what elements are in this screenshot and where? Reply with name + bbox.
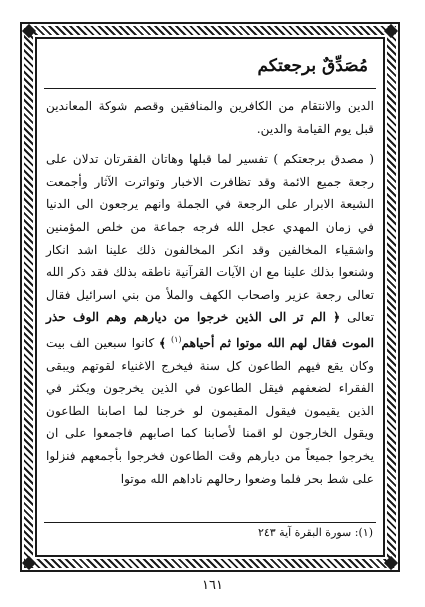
main-paragraph xyxy=(44,148,376,490)
main-text-part2: كانوا سبعين الف بيت وكان يقع فيهم الطاعون كل سنة فيخرج الاغنياء لقوتهم ويبقى الفقراء لضعفهم فيقل الطاعون في الذين يخرجون ويكثر في الذين يقيمون فيقول المقيمون لو خرجنا لما اصابنا الطاعون ويقول الخارجون لو اقمنا لأصابنا كما اصابهم فاجمعوا على ان يخرجوا جميعاً من ديارهم وقت الطاعون فخرجوا بأجمعهم فنزلوا على شط بحر فلما وضعوا رحالهم ناداهم الله موتوا xyxy=(46,336,374,486)
quran-quote: ﴿ الم تر الى الذين خرجوا من ديارهم وهم الوف حذر الموت فقال لهم الله موتوا ثم أحياهم xyxy=(46,310,375,350)
heading-divider xyxy=(44,88,376,89)
page-content xyxy=(44,48,376,548)
footnote-marker[interactable]: (١) xyxy=(170,334,182,344)
quran-quote-close: ﴾ xyxy=(159,336,167,350)
intro-paragraph: الدين والانتقام من الكافرين والمنافقين وقصم شوكة المعاندين قبل يوم القيامة والدين. xyxy=(46,99,374,136)
page-number: ١٦١ xyxy=(202,578,223,593)
main-text-part1: ( مصدق برجعتكم ) تفسير لما قبلها وهاتان الفقرتان تدلان على رجعة جميع الائمة وقد تظافرت الاخبار وتواترت الآثار وأجمعت الشيعة الابرار على الرجعة في الجملة وانهم يرجعون الى الدنيا في زمان المهدي عجل الله فرجه جماعة من خلص المؤمنين واشقياء المخالفين وقد انكر المخالفون ذلك علينا اشد انكار وشنعوا بذلك علينا مع ان الآيات القرآنية ناطقه بذلك فقد ذكر الله تعالى رجعة عزير واصحاب الكهف والملأ من بني اسرائيل فقال تعالى xyxy=(46,152,374,325)
footnote-divider xyxy=(44,522,376,523)
section-heading: مُصَدِّقٌ برجعتكم xyxy=(257,56,368,76)
footnote-text: (١): سورة البقرة آية ٢٤٣ xyxy=(257,526,373,539)
